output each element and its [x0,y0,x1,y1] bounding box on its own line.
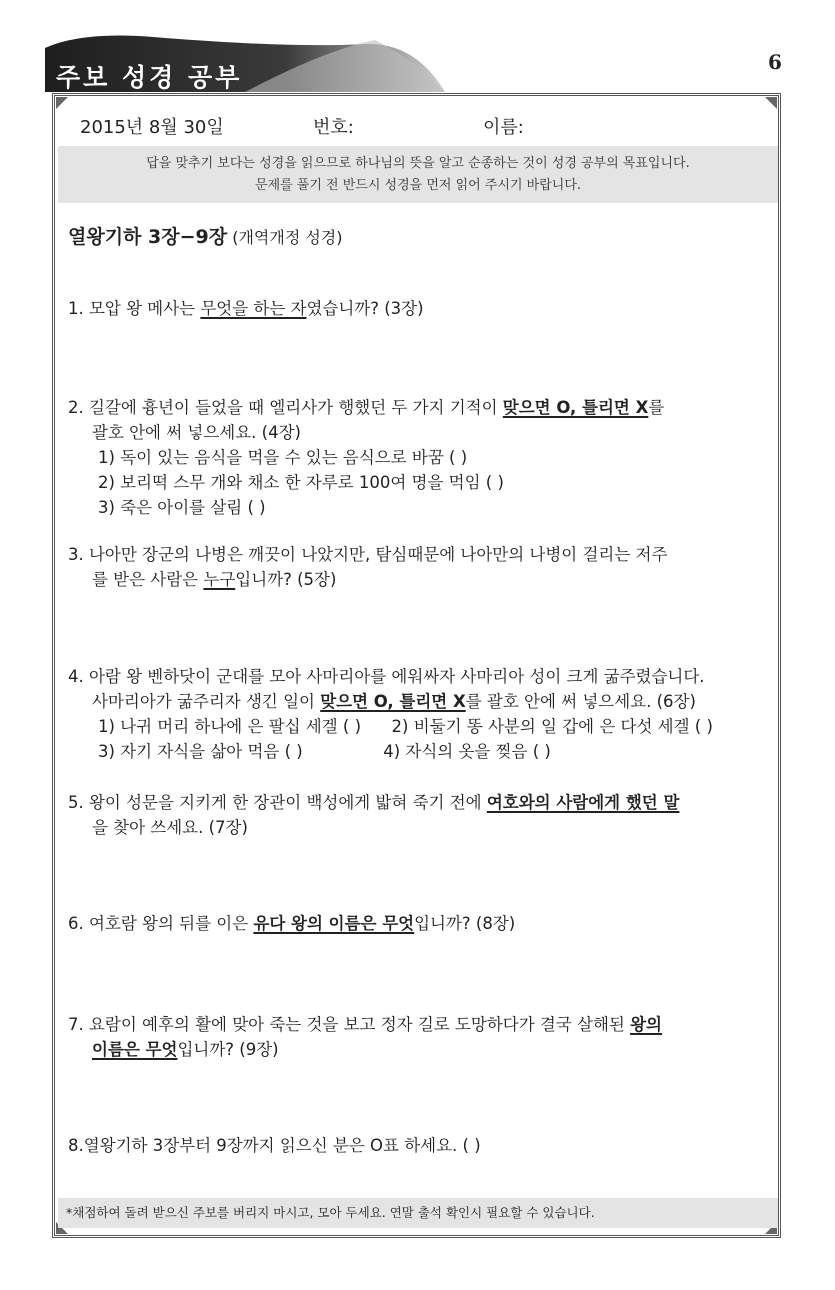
answer-option[interactable]: 4) 자식의 옷을 찢음 ( ) [383,742,551,761]
bulletin-title: 주보 성경 공부 [56,63,243,92]
answer-option[interactable]: 2) 비둘기 똥 사분의 일 갑에 은 다섯 세겔 ( ) [391,717,713,736]
question-3: 3. 나아만 장군의 나병은 깨끗이 나았지만, 탐심때문에 나아만의 나병이 걸리는 저주 를 받은 사람은 누구입니까? (5장) [68,545,668,589]
page-number: 6 [768,50,782,74]
question-2: 2. 길갈에 흉년이 들었을 때 엘리사가 행했던 두 가지 기적이 맞으면 O, 틀리면 X를 괄호 안에 써 넣으세요. (4장) 1) 독이 있는 음식을 먹을 수 있는 음식으로 바꿈 ( ) 2) 보리떡 스무 개와 채소 한 자루로 100여 명을 먹임 ( ) 3) 죽은 아이를 살림 ( ) [68,395,773,520]
answer-option[interactable]: 2) 보리떡 스무 개와 채소 한 자루로 100여 명을 먹임 ( ) [98,473,504,492]
question-8 [68,1133,773,1158]
question-5: 5. 왕이 성문을 지키게 한 장관이 백성에게 밟혀 죽기 전에 여호와의 사람에게 했던 말 을 찾아 쓰세요. (7장) [68,793,680,837]
reading-check[interactable]: 8.열왕기하 3장부터 9장까지 읽으신 분은 O표 하세요. ( ) [68,1136,481,1155]
corner-ornament [765,97,777,109]
question-6: 6. 여호람 왕의 뒤를 이은 유다 왕의 이름은 무엇입니까? (8장) [68,914,516,933]
number-field[interactable]: 번호: [313,117,354,138]
name-field[interactable]: 이름: [483,117,524,138]
bible-version: (개역개정 성경) [232,228,343,247]
date: 2015년 8월 30일 [80,117,224,138]
answer-option[interactable]: 3) 죽은 아이를 살림 ( ) [98,498,266,517]
answer-option[interactable]: 1) 나귀 머리 하나에 은 팔십 세겔 ( ) [98,717,362,736]
corner-ornament [56,97,68,109]
question-1: 1. 모압 왕 메사는 무엇을 하는 자였습니까? (3장) [68,299,424,318]
section-title [68,222,343,249]
question-7: 7. 요람이 예후의 활에 맞아 죽는 것을 보고 정자 길로 도망하다가 결국 살해된 왕의 이름은 무엇입니까? (9장) [68,1015,662,1059]
answer-option[interactable]: 1) 독이 있는 음식을 먹을 수 있는 음식으로 바꿈 ( ) [98,448,468,467]
answer-option[interactable]: 3) 자기 자식을 삶아 먹음 ( ) [98,742,303,761]
footer-note: *채점하여 돌려 받으신 주보를 버리지 마시고, 모아 두세요. 연말 출석 확인시 필요할 수 있습니다. [58,1198,778,1228]
notice-line: 답을 맞추기 보다는 성경을 읽으므로 하나님의 뜻을 알고 순종하는 것이 성경 공부의 목표입니다. [146,156,690,171]
notice-line: 문제를 풀기 전 반드시 성경을 먼저 읽어 주시기 바랍니다. [254,178,582,193]
notice-box [58,146,778,203]
question-4: 4. 아람 왕 벤하닷이 군대를 모아 사마리아를 에워싸자 사마리아 성이 크게 굶주렸습니다. 사마리아가 굶주리자 생긴 일이 맞으면 O, 틀리면 X를 괄호 안에 써 넣으세요. (6장) 1) 나귀 머리 하나에 은 팔십 세겔 ( ) 2) 비둘기 똥 사분의 일 갑에 은 다섯 세겔 ( ) 3) 자기 자식을 삶아 먹음 ( ) 4) 자식의 옷을 찢음 ( ) [68,664,773,764]
book-range: 열왕기하 3장−9장 [68,226,228,248]
